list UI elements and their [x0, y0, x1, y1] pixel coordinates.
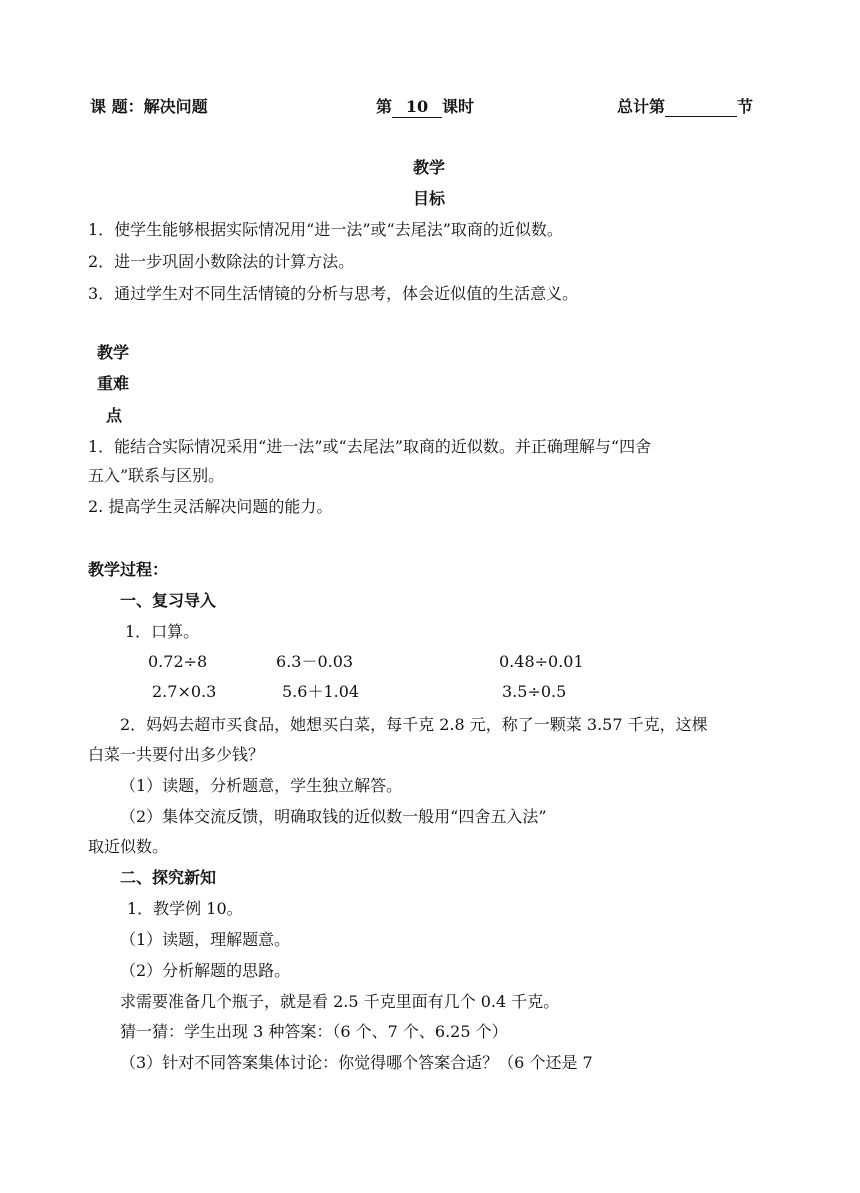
example-step-1: （1）读题，理解题意。	[120, 930, 291, 949]
oral-r2-c3: 3.5÷0.5	[502, 682, 567, 701]
problem-2-step-2-line-2: 取近似数。	[88, 837, 169, 856]
oral-r1-c1: 0.72÷8	[148, 652, 208, 671]
goals-title-2: 目标	[413, 189, 446, 208]
goals-title-1: 教学	[413, 158, 446, 177]
keypoints-title-3: 点	[106, 406, 123, 425]
keypoint-1-line-2: 五入”联系与区别。	[88, 466, 225, 485]
goal-item-2: 2．进一步巩固小数除法的计算方法。	[88, 252, 355, 271]
example-step-3: （3）针对不同答案集体讨论：你觉得哪个答案合适？（6 个还是 7	[120, 1053, 593, 1072]
keypoints-title-2: 重难	[97, 374, 130, 393]
oral-r2-c2: 5.6＋1.04	[282, 682, 360, 701]
problem-2-step-1: （1）读题，分析题意，学生独立解答。	[120, 776, 403, 795]
keypoint-1-line-1: 1．能结合实际情况采用“进一法”或“去尾法”取商的近似数。并正确理解与“四舍	[88, 437, 652, 456]
example-step-2: （2）分析解题的思路。	[120, 961, 291, 980]
oral-r1-c3: 0.48÷0.01	[499, 652, 584, 671]
goal-item-3: 3．通过学生对不同生活情镜的分析与思考，体会近似值的生活意义。	[88, 284, 579, 303]
oral-r1-c2: 6.3－0.03	[276, 652, 354, 671]
section-review: 一、复习导入	[120, 591, 217, 610]
oral-r2-c1: 2.7×0.3	[152, 682, 217, 701]
total-blank	[665, 97, 737, 117]
problem-2-step-2-line-1: （2）集体交流反馈，明确取钱的近似数一般用“四舍五入法”	[120, 807, 547, 826]
example-guess: 猜一猜：学生出现 3 种答案：（6 个、7 个、6.25 个）	[120, 1022, 508, 1041]
problem-2-line-1: 2．妈妈去超市买食品，她想买白菜，每千克 2.8 元，称了一颗菜 3.57 千克，这棵	[120, 715, 708, 734]
process-title: 教学过程：	[88, 560, 169, 579]
goal-item-1: 1．使学生能够根据实际情况用“进一法”或“去尾法”取商的近似数。	[88, 220, 563, 239]
lesson-number-line	[376, 97, 474, 118]
total-line	[617, 97, 753, 117]
total-suffix: 节	[737, 97, 754, 116]
example-title: 1．教学例 10。	[127, 899, 243, 918]
oral-title: 1．口算。	[125, 622, 200, 641]
section-explore: 二、探究新知	[120, 868, 217, 887]
lesson-prefix: 第	[376, 97, 393, 116]
lesson-number: 10	[392, 97, 442, 118]
total-prefix: 总计第	[617, 97, 666, 116]
keypoint-2: 2. 提高学生灵活解决问题的能力。	[88, 497, 333, 516]
lesson-suffix: 课时	[442, 97, 475, 116]
example-reasoning: 求需要准备几个瓶子，就是看 2.5 千克里面有几个 0.4 千克。	[120, 992, 560, 1011]
keypoints-title-1: 教学	[97, 343, 130, 362]
lesson-topic: 课 题：解决问题	[90, 97, 208, 116]
problem-2-line-2: 白菜一共要付出多少钱？	[88, 745, 265, 764]
